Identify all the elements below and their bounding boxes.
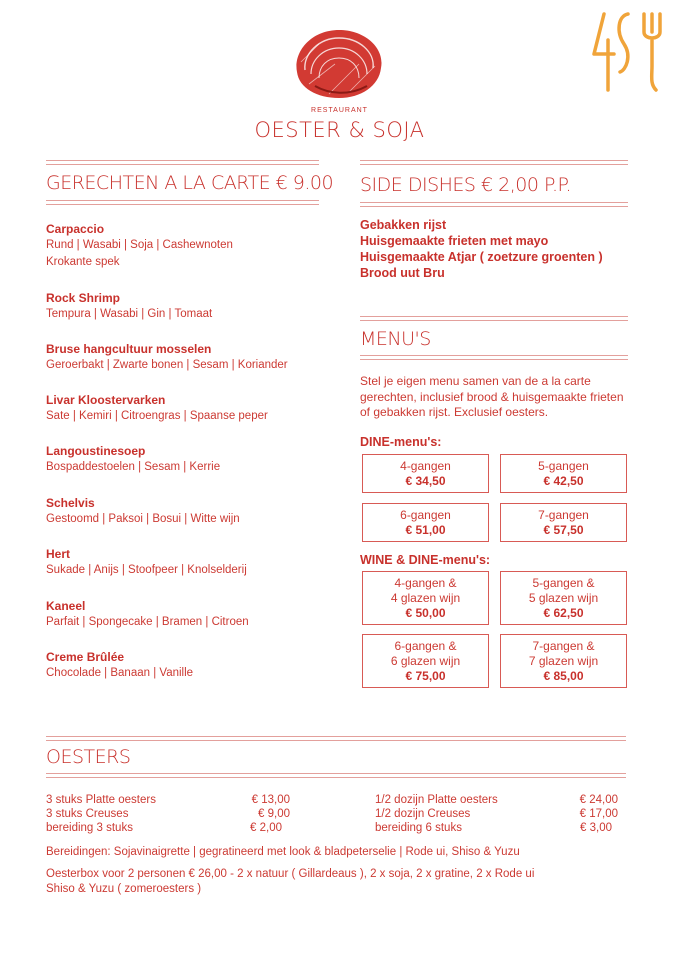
side-dish: Brood uut Bru bbox=[360, 266, 445, 280]
menu-box-label: 7-gangen bbox=[538, 507, 589, 522]
menu-box-price: € 34,50 bbox=[405, 473, 446, 488]
dish-item bbox=[46, 443, 336, 476]
divider bbox=[46, 160, 319, 161]
menu-box-label: 4-gangen & bbox=[394, 575, 457, 590]
divider bbox=[360, 320, 628, 321]
oyster-item: bereiding 6 stuks bbox=[375, 822, 462, 834]
dish-desc: Geroerbakt | Zwarte bonen | Sesam | Koriander bbox=[46, 359, 288, 371]
menu-box-price: € 85,00 bbox=[543, 668, 584, 683]
dish-name: Livar Kloostervarken bbox=[46, 393, 166, 407]
menu-box-label: 6-gangen & bbox=[394, 638, 457, 653]
dish-desc: Parfait | Spongecake | Bramen | Citroen bbox=[46, 616, 249, 628]
divider bbox=[46, 740, 626, 741]
oyster-item: bereiding 3 stuks bbox=[46, 822, 133, 834]
dish-desc: Gestoomd | Paksoi | Bosui | Witte wijn bbox=[46, 513, 240, 525]
dine-menus-heading: DINE-menu's: bbox=[360, 435, 442, 449]
divider bbox=[360, 355, 628, 356]
dish-name: Langoustinesoep bbox=[46, 444, 146, 458]
divider bbox=[46, 200, 319, 201]
oyster-price: € 24,00 bbox=[579, 794, 618, 806]
dish-item bbox=[46, 341, 336, 374]
menu-box-label: 7 glazen wijn bbox=[528, 653, 599, 668]
oysters-title: OESTERS bbox=[46, 746, 131, 768]
fork-knife-logo-icon bbox=[590, 10, 662, 92]
divider bbox=[46, 777, 626, 778]
oesterbox-note: Oesterbox voor 2 personen € 26,00 - 2 x natuur ( Gillardeaus ), 2 x soja, 2 x gratine, 2 x Rode ui Shiso & Yuzu ( zomeroesters ) bbox=[46, 868, 535, 895]
dish-desc: Chocolade | Banaan | Vanille bbox=[46, 667, 194, 679]
divider bbox=[46, 736, 626, 737]
dish-name: Creme Brûlée bbox=[46, 650, 125, 664]
menu-box-price: € 42,50 bbox=[543, 473, 584, 488]
side-dish: Huisgemaakte Atjar ( zoetzure groenten ) bbox=[360, 250, 603, 264]
dish-desc: Tempura | Wasabi | Gin | Tomaat bbox=[46, 308, 213, 320]
menu-box-label: 5-gangen bbox=[538, 458, 589, 473]
divider bbox=[46, 164, 319, 165]
menu-box bbox=[362, 571, 489, 625]
dish-name: Carpaccio bbox=[46, 222, 105, 236]
oyster-price: € 17,00 bbox=[579, 808, 618, 820]
side-dish: Huisgemaakte frieten met mayo bbox=[360, 234, 549, 248]
oyster-price: € 9,00 bbox=[258, 808, 290, 820]
menu-box-label: 5-gangen & bbox=[532, 575, 595, 590]
divider bbox=[46, 204, 319, 205]
dish-name: Bruse hangcultuur mosselen bbox=[46, 342, 212, 356]
side-dishes-list bbox=[360, 217, 660, 281]
divider bbox=[360, 316, 628, 317]
dish-item bbox=[46, 546, 336, 579]
dish-desc: Sate | Kemiri | Citroengras | Spaanse peper bbox=[46, 410, 268, 422]
sides-title: SIDE DISHES € 2,00 P.P. bbox=[360, 174, 572, 196]
dish-item bbox=[46, 598, 336, 631]
oyster-item: 1/2 dozijn Creuses bbox=[375, 808, 471, 820]
dish-item bbox=[46, 290, 336, 323]
menu-box bbox=[362, 634, 489, 688]
carte-title: GERECHTEN A LA CARTE € 9.00 bbox=[46, 172, 334, 194]
wine-dine-menus-heading: WINE & DINE-menu's: bbox=[360, 553, 491, 567]
menu-box bbox=[362, 454, 489, 493]
oyster-shell-icon bbox=[289, 24, 389, 104]
menu-box-label: 6-gangen bbox=[400, 507, 451, 522]
menu-box-label: 6 glazen wijn bbox=[390, 653, 461, 668]
dish-name: Schelvis bbox=[46, 496, 95, 510]
menu-box-price: € 51,00 bbox=[405, 522, 446, 537]
divider bbox=[360, 359, 628, 360]
divider bbox=[46, 773, 626, 774]
dish-desc: Bospaddestoelen | Sesam | Kerrie bbox=[46, 461, 221, 473]
divider bbox=[360, 202, 628, 203]
menu-box-label: 7-gangen & bbox=[532, 638, 595, 653]
menu-box bbox=[500, 634, 627, 688]
dish-name: Rock Shrimp bbox=[46, 291, 121, 305]
divider bbox=[360, 164, 628, 165]
restaurant-label: RESTAURANT bbox=[311, 107, 368, 114]
divider bbox=[360, 206, 628, 207]
oyster-price: € 3,00 bbox=[580, 822, 612, 834]
menus-title: MENU'S bbox=[360, 328, 431, 350]
dish-desc: Sukade | Anijs | Stoofpeer | Knolselderij bbox=[46, 564, 247, 576]
side-dish: Gebakken rijst bbox=[360, 218, 447, 232]
menu-box-price: € 62,50 bbox=[543, 605, 584, 620]
menu-box bbox=[500, 503, 627, 542]
bereidingen-note: Bereidingen: Sojavinaigrette | gegratineerd met look & bladpeterselie | Rode ui, Shiso & Yuzu bbox=[46, 846, 520, 858]
dish-item bbox=[46, 221, 336, 271]
dish-item bbox=[46, 392, 336, 425]
oyster-price: € 13,00 bbox=[251, 794, 290, 806]
divider bbox=[360, 160, 628, 161]
menu-box-label: 4-gangen bbox=[400, 458, 451, 473]
menu-box-price: € 75,00 bbox=[405, 668, 446, 683]
dish-name: Hert bbox=[46, 547, 71, 561]
oyster-item: 3 stuks Platte oesters bbox=[46, 794, 156, 806]
dish-item bbox=[46, 649, 336, 682]
restaurant-name: OESTER & SOJA bbox=[254, 118, 425, 142]
menu-box bbox=[362, 503, 489, 542]
dish-desc: Rund | Wasabi | Soja | Cashewnoten bbox=[46, 239, 233, 251]
menu-box-price: € 57,50 bbox=[543, 522, 584, 537]
dish-desc: Krokante spek bbox=[46, 256, 120, 268]
dish-item bbox=[46, 495, 336, 528]
oyster-item: 1/2 dozijn Platte oesters bbox=[375, 794, 498, 806]
oyster-item: 3 stuks Creuses bbox=[46, 808, 129, 820]
menu-box-price: € 50,00 bbox=[405, 605, 446, 620]
oyster-price: € 2,00 bbox=[250, 822, 282, 834]
menu-box bbox=[500, 571, 627, 625]
menu-box-label: 4 glazen wijn bbox=[390, 590, 461, 605]
menus-intro: Stel je eigen menu samen van de a la carte gerechten, inclusief brood & huisgemaakte frieten of gebakken rijst. Exclusief oesters. bbox=[360, 374, 624, 419]
dish-name: Kaneel bbox=[46, 599, 86, 613]
menu-box bbox=[500, 454, 627, 493]
menu-box-label: 5 glazen wijn bbox=[528, 590, 599, 605]
